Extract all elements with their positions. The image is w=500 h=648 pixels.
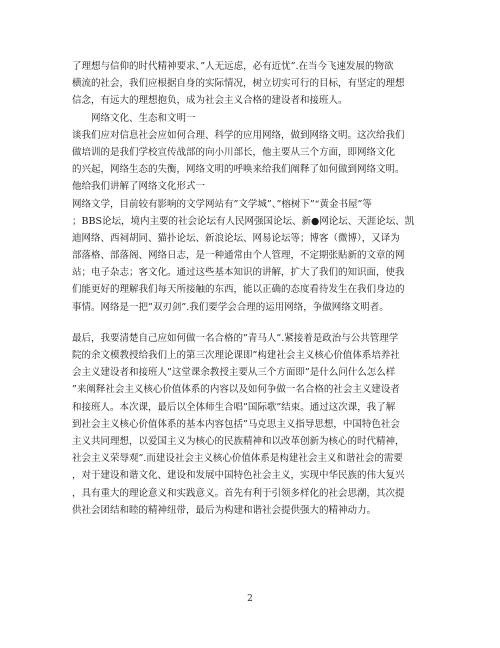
text-line: 网络文学，目前较有影响的文学网站有”文学城”、”榕树下”“黄金书屋”等 (72, 198, 372, 210)
text-line: ”来阐释社会主义核心价值体系的内容以及如何争做一名合格的社会主义建设者 (72, 384, 400, 396)
text-line: 的兴起，网络生态的失衡，网络文明的呼唤来给我们阐释了如何做到网络文明。 (72, 164, 405, 176)
text-line: 供社会团结和睦的精神纽带，最后为构建和谐社会提供强大的精神动力。 (72, 504, 377, 516)
text-line: ，对于建设和谐文化、建设和发展中国特色社会主义，实现中华民族的伟大复兴 (72, 470, 405, 482)
text-line: 会主义建设者和接班人”这堂课余教授主要从三个方面即”是什么问什么怎么样 (72, 367, 396, 379)
text-line: 事情。网络是一把”双刃剑”.我们要学会合理的运用网络，争做网络文明者。 (72, 301, 389, 313)
paragraph-ideals (72, 58, 432, 110)
text-line: 院的余文模教授给我们上的第三次理论课即”构建社会主义核心价值体系培养社 (72, 350, 400, 361)
text-line: 和接班人。本次课，最后以全体师生合唱”国际歌”结束。通过这次课，我了解 (72, 401, 396, 413)
text-line: 他给我们讲解了网络文化形式一 (72, 181, 206, 193)
document-body (72, 58, 432, 519)
paragraph-core-values (72, 330, 432, 519)
section-heading: 网络文化、生态和文明一 (91, 112, 196, 124)
text-line: 最后，我要清楚自己应如何做一名合格的”青马人”.紧接着是政治与公共管理学 (72, 332, 399, 344)
text-line: 站；电子杂志；客文化。通过这些基本知识的讲解，扩大了我们的知识面，使我 (72, 267, 405, 279)
page-number: 2 (247, 594, 253, 604)
text-line: 谈我们应对信息社会应如何合理、科学的应用网络，做到网络文明。这次给我们 (72, 129, 405, 141)
text-line: 部落格、部落阁、网络日志，是一种通常由个人管理，不定期张贴新的文章的网 (72, 250, 405, 262)
text-line: 到社会主义核心价值体系的基本内容包括”马克思主义指导思想，中国特色社会 (72, 418, 400, 430)
text-line: ；BBS论坛，境内主要的社会论坛有人民网强国论坛、新●网论坛、天涯论坛、凯 (72, 215, 415, 227)
paragraph-network-culture (72, 110, 432, 316)
paragraph-spacer (72, 316, 432, 330)
text-line: 迪网络、西祠胡同、猫扑论坛、新浪论坛、网易论坛等；博客（微博），又译为 (72, 232, 400, 244)
text-line: 了理想与信仰的时代精神要求、”人无远虑，必有近忧”.在当今飞速发展的物欲 (72, 61, 394, 72)
text-line: 横流的社会，我们应根据自身的实际情况，树立切实可行的目标，有坚定的理想 (72, 78, 405, 90)
text-line: 主义共同理想，以爱国主义为核心的民族精神和以改革创新为核心的时代精神， (72, 435, 405, 447)
text-line: ，具有重大的理论意义和实践意义。首先有利于引领多样化的社会思潮，其次提 (72, 487, 405, 499)
text-line: 做培训的是我们学校宣传战部的向小川部长，他主要从三个方面，即网络文化 (72, 146, 396, 158)
text-line: 们能更好的理解我们每天所接触的东西，能以正确的态度看待发生在我们身边的 (72, 284, 405, 296)
text-line: 信念，有远大的理想抱负，成为社会主义合格的建设者和接班人。 (72, 95, 348, 107)
text-line: 社会主义荣辱观”.而建设社会主义核心价值体系是构建社会主义和谐社会的需要 (72, 453, 403, 465)
